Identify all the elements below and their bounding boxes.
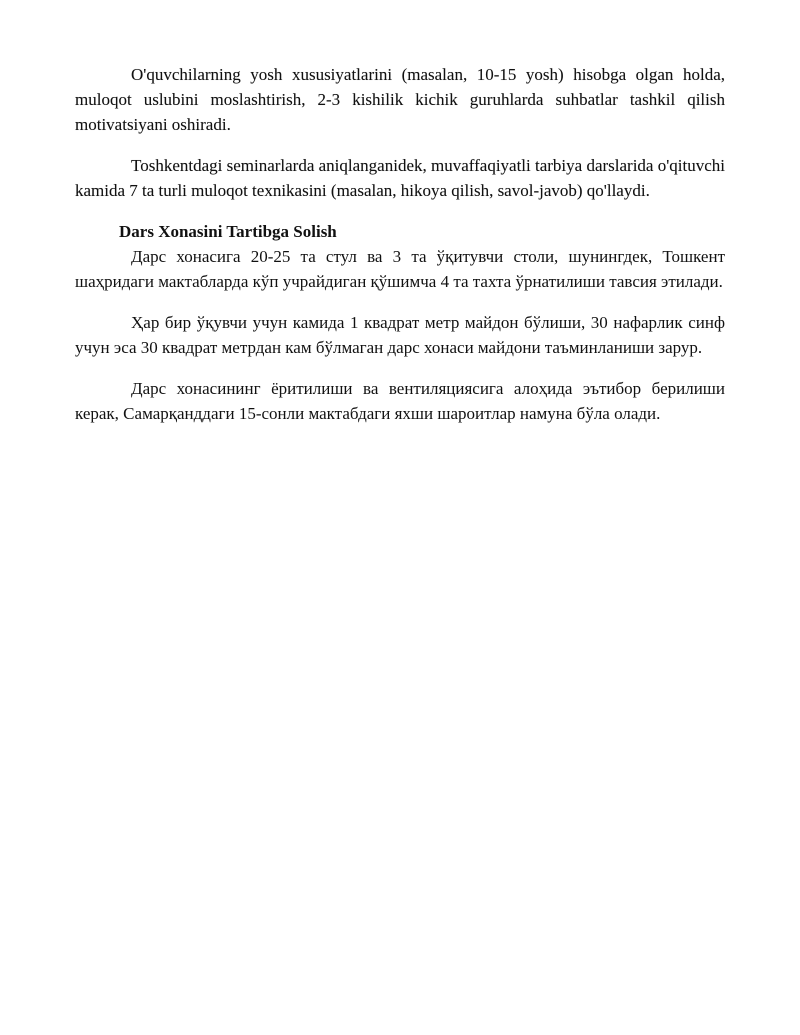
paragraph-classroom-area: Ҳар бир ўқувчи учун камида 1 квадрат метр майдон бўлиши, 30 нафарлик синф учун эса 30 квадрат метрдан кам бўлмаган дарс хонаси майдони таъминланиши зарур. bbox=[75, 313, 725, 357]
paragraph-tashkent-seminars: Toshkentdagi seminarlarda aniqlanganidek, muvaffaqiyatli tarbiya darslarida o'qituvchi kamida 7 ta turli muloqot texnikasini (masalan, hikoya qilish, savol-javob) qo'llaydi. bbox=[75, 156, 726, 200]
document-page bbox=[75, 62, 725, 426]
paragraph-gap bbox=[75, 203, 725, 219]
paragraph-age-features: O'quvchilarning yosh xususiyatlarini (masalan, 10-15 yosh) hisobga olgan holda, muloqot uslubini moslashtirish, 2-3 kishilik kichik guruhlarda suhbatlar tashkil qilish motivatsiyani oshiradi. bbox=[75, 65, 725, 134]
paragraph-gap bbox=[75, 294, 725, 310]
section-heading: Dars Xonasini Tartibga Solish bbox=[119, 222, 337, 241]
paragraph-gap bbox=[75, 137, 725, 153]
paragraph-lighting-ventilation: Дарс хонасининг ёритилиши ва вентиляциясига алоҳида эътибор берилиши керак, Самарқанддаги 15-сонли мактабдаги яхши шароитлар намуна бўла олади. bbox=[75, 379, 725, 423]
paragraph-classroom-furniture: Дарс хонасига 20-25 та стул ва 3 та ўқитувчи столи, шунингдек, Тошкент шаҳридаги мактабларда кўп учрайдиган қўшимча 4 та тахта ўрнатилиши тавсия этилади. bbox=[75, 247, 725, 291]
paragraph-gap bbox=[75, 360, 725, 376]
